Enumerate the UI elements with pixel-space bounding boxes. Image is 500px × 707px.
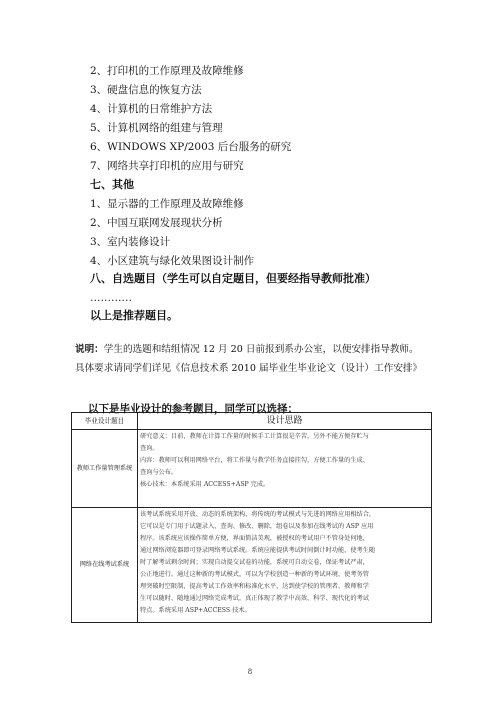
- list-item: 4、计算机的日常维护方法: [90, 103, 213, 115]
- table-row: [72, 508, 432, 623]
- description-line: 公正地进行。通过这种新的考试模式，可以为学校创造一种新的考试环境，使考务管: [140, 571, 369, 578]
- table-row: [72, 430, 432, 508]
- topic-name: 网络在线考试系统: [72, 508, 138, 623]
- recommended-end-note: 以上是推荐题目。: [90, 309, 178, 322]
- list-item: 3、硬盘信息的恢复方法: [90, 84, 202, 96]
- section-heading-other: 七、其他: [90, 178, 134, 191]
- topic-description: [138, 430, 432, 508]
- section-heading-custom: 八、自选题目（学生可以自定题目，但要经指导教师批准）: [90, 272, 376, 285]
- note-line-1: [75, 343, 419, 357]
- description-line: 研究意义：目前，教师在计算工作量的时候手工计算很是辛苦，另外不能方便存贮与: [140, 433, 369, 440]
- list-item: 6、WINDOWS XP/2003 后台服务的研究: [90, 141, 292, 153]
- description-line: 该考试系统采用开放、动态的系统架构，将传统的考试模式与先进的网络应用相结合，: [140, 511, 376, 518]
- description-line: 理突破时空限制，提高考试工作效率和标准化水平，达到使学校的管理者、教师和学: [140, 583, 369, 590]
- list-item: 7、网络共享打印机的应用与研究: [90, 160, 244, 172]
- list-item: 5、计算机网络的组建与管理: [90, 122, 223, 134]
- list-item: 2、中国互联网发展现状分析: [90, 217, 223, 229]
- list-item: 1、显示器的工作原理及故障维修: [90, 198, 244, 210]
- list-item: 2、打印机的工作原理及故障维修: [90, 65, 244, 77]
- page-number: 8: [247, 668, 253, 676]
- description-line: 特点。系统采用 ASP+ACCESS 技术。: [140, 607, 251, 614]
- description-line: 查询与公布。: [140, 469, 178, 476]
- description-line: 程序。该系统应该操作简单方便，界面简洁美观，被授权的考试用户不管身处何地，: [140, 535, 369, 542]
- description-line: 它可以是专门用于试题录入、查询、修改、删除，组卷以及参加在线考试的 ASP 应用: [140, 523, 374, 530]
- note-text-1: 学生的选题和结组情况 12 月 20 日前报到系办公室，以便安排指导教师。: [103, 344, 419, 355]
- header-idea: 设计思路: [138, 413, 432, 430]
- description-line: 时了解考试剩余时间；实现自动提交试卷的功能，系统可自动交卷，保证考试严肃，: [140, 559, 369, 566]
- ellipsis-line: …………: [90, 292, 132, 304]
- reference-topics-table: [71, 412, 432, 623]
- topic-name: 教师工作量管理系统: [72, 430, 138, 508]
- description-line: 通过网络浏览器即可登录网络考试系统。系统应能提供考试时间倒计时功能，使考生随: [140, 547, 376, 554]
- table-caption: 以下是毕业设计的参考题目，同学可以选择：: [88, 403, 298, 415]
- description-line: 内容：教师可以利用网络平台，将工作量与教学任务直接挂勾，方便工作量的生成、: [140, 457, 369, 464]
- header-topic: 毕业设计题目: [72, 413, 138, 430]
- table-header-row: [72, 413, 432, 430]
- note-label: 说明：: [75, 344, 104, 355]
- description-line: 核心技术：本系统采用 ACCESS+ASP 完成。: [140, 481, 270, 488]
- topic-description: [138, 508, 432, 623]
- note-line-2: 具体要求请同学们详见《信息技术系 2010 届毕业生毕业论文（设计）工作安排》: [75, 363, 423, 374]
- list-item: 3、室内装修设计: [90, 236, 171, 248]
- description-line: 生可以随时、随地通过网络完成考试，真正体现了教学中高效、科学、现代化的考试: [140, 595, 369, 602]
- description-line: 查询。: [140, 445, 159, 452]
- list-item: 4、小区建筑与绿化效果图设计制作: [90, 255, 255, 267]
